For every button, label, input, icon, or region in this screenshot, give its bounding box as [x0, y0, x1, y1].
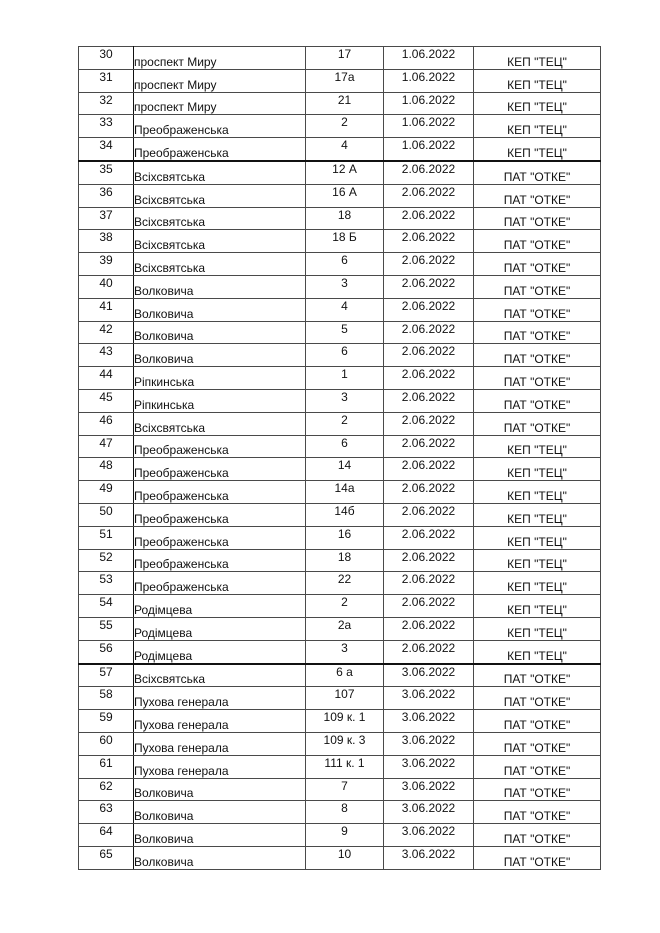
- organization-cell: ПАТ "ОТКЕ": [474, 207, 601, 230]
- date-cell: 1.06.2022: [384, 138, 474, 161]
- date-cell: 3.06.2022: [384, 824, 474, 847]
- table-row: [79, 367, 601, 390]
- organization-cell: ПАТ "ОТКЕ": [474, 230, 601, 253]
- table-row: [79, 755, 601, 778]
- street-name: Волковича: [134, 298, 306, 321]
- organization-cell: ПАТ "ОТКЕ": [474, 253, 601, 276]
- row-number: 38: [79, 230, 134, 253]
- table-row: [79, 778, 601, 801]
- street-name: Преображенська: [134, 458, 306, 481]
- street-name: проспект Миру: [134, 47, 306, 70]
- organization-cell: ПАТ "ОТКЕ": [474, 321, 601, 344]
- organization-cell: ПАТ "ОТКЕ": [474, 184, 601, 207]
- table-row: [79, 161, 601, 184]
- house-number: 18: [306, 207, 384, 230]
- row-number: 58: [79, 687, 134, 710]
- organization-cell: КЕП "ТЕЦ": [474, 481, 601, 504]
- date-cell: 3.06.2022: [384, 710, 474, 733]
- date-cell: 3.06.2022: [384, 755, 474, 778]
- table-row: [79, 412, 601, 435]
- house-number: 14: [306, 458, 384, 481]
- date-cell: 2.06.2022: [384, 572, 474, 595]
- date-cell: 3.06.2022: [384, 687, 474, 710]
- table-row: [79, 481, 601, 504]
- row-number: 37: [79, 207, 134, 230]
- row-number: 40: [79, 275, 134, 298]
- table-row: [79, 640, 601, 663]
- house-number: 6: [306, 344, 384, 367]
- table-row: [79, 184, 601, 207]
- organization-cell: ПАТ "ОТКЕ": [474, 778, 601, 801]
- row-number: 43: [79, 344, 134, 367]
- street-name: Всіхсвятська: [134, 664, 306, 687]
- date-cell: 2.06.2022: [384, 230, 474, 253]
- organization-cell: ПАТ "ОТКЕ": [474, 846, 601, 869]
- table-row: [79, 572, 601, 595]
- date-cell: 3.06.2022: [384, 732, 474, 755]
- organization-cell: ПАТ "ОТКЕ": [474, 664, 601, 687]
- street-name: Преображенська: [134, 435, 306, 458]
- row-number: 63: [79, 801, 134, 824]
- organization-cell: ПАТ "ОТКЕ": [474, 298, 601, 321]
- house-number: 22: [306, 572, 384, 595]
- street-name: Преображенська: [134, 138, 306, 161]
- house-number: 109 к. 3: [306, 732, 384, 755]
- date-cell: 1.06.2022: [384, 69, 474, 92]
- row-number: 45: [79, 389, 134, 412]
- date-cell: 2.06.2022: [384, 275, 474, 298]
- date-cell: 2.06.2022: [384, 640, 474, 663]
- organization-cell: КЕП "ТЕЦ": [474, 92, 601, 115]
- date-cell: 2.06.2022: [384, 321, 474, 344]
- date-cell: 2.06.2022: [384, 617, 474, 640]
- organization-cell: ПАТ "ОТКЕ": [474, 801, 601, 824]
- organization-cell: КЕП "ТЕЦ": [474, 572, 601, 595]
- organization-cell: ПАТ "ОТКЕ": [474, 367, 601, 390]
- organization-cell: ПАТ "ОТКЕ": [474, 755, 601, 778]
- table-row: [79, 138, 601, 161]
- row-number: 62: [79, 778, 134, 801]
- organization-cell: ПАТ "ОТКЕ": [474, 161, 601, 184]
- street-name: Всіхсвятська: [134, 412, 306, 435]
- table-row: [79, 503, 601, 526]
- house-number: 10: [306, 846, 384, 869]
- house-number: 7: [306, 778, 384, 801]
- table-row: [79, 846, 601, 869]
- date-cell: 3.06.2022: [384, 801, 474, 824]
- house-number: 16: [306, 526, 384, 549]
- date-cell: 2.06.2022: [384, 344, 474, 367]
- street-name: Родімцева: [134, 595, 306, 618]
- street-name: Пухова генерала: [134, 710, 306, 733]
- street-name: Ріпкинська: [134, 389, 306, 412]
- table-row: [79, 92, 601, 115]
- row-number: 33: [79, 115, 134, 138]
- street-name: Родімцева: [134, 640, 306, 663]
- row-number: 54: [79, 595, 134, 618]
- house-number: 5: [306, 321, 384, 344]
- table-row: [79, 732, 601, 755]
- table-row: [79, 321, 601, 344]
- street-name: Преображенська: [134, 503, 306, 526]
- row-number: 49: [79, 481, 134, 504]
- table-row: [79, 801, 601, 824]
- row-number: 60: [79, 732, 134, 755]
- street-name: Преображенська: [134, 549, 306, 572]
- organization-cell: ПАТ "ОТКЕ": [474, 389, 601, 412]
- table-row: [79, 549, 601, 572]
- date-cell: 2.06.2022: [384, 503, 474, 526]
- date-cell: 2.06.2022: [384, 549, 474, 572]
- row-number: 59: [79, 710, 134, 733]
- date-cell: 2.06.2022: [384, 367, 474, 390]
- house-number: 17а: [306, 69, 384, 92]
- schedule-table: [78, 46, 601, 870]
- organization-cell: КЕП "ТЕЦ": [474, 69, 601, 92]
- organization-cell: КЕП "ТЕЦ": [474, 138, 601, 161]
- house-number: 2а: [306, 617, 384, 640]
- date-cell: 2.06.2022: [384, 298, 474, 321]
- row-number: 30: [79, 47, 134, 70]
- table-row: [79, 526, 601, 549]
- house-number: 9: [306, 824, 384, 847]
- house-number: 21: [306, 92, 384, 115]
- house-number: 6: [306, 253, 384, 276]
- table-row: [79, 710, 601, 733]
- organization-cell: ПАТ "ОТКЕ": [474, 710, 601, 733]
- street-name: Волковича: [134, 321, 306, 344]
- organization-cell: ПАТ "ОТКЕ": [474, 824, 601, 847]
- table-row: [79, 298, 601, 321]
- table-row: [79, 69, 601, 92]
- table-row: [79, 687, 601, 710]
- street-name: Преображенська: [134, 115, 306, 138]
- street-name: Всіхсвятська: [134, 184, 306, 207]
- row-number: 56: [79, 640, 134, 663]
- row-number: 35: [79, 161, 134, 184]
- table-row: [79, 275, 601, 298]
- house-number: 3: [306, 275, 384, 298]
- street-name: Пухова генерала: [134, 687, 306, 710]
- house-number: 4: [306, 298, 384, 321]
- row-number: 52: [79, 549, 134, 572]
- street-name: Преображенська: [134, 526, 306, 549]
- organization-cell: КЕП "ТЕЦ": [474, 458, 601, 481]
- date-cell: 1.06.2022: [384, 47, 474, 70]
- date-cell: 2.06.2022: [384, 207, 474, 230]
- row-number: 34: [79, 138, 134, 161]
- date-cell: 2.06.2022: [384, 458, 474, 481]
- house-number: 3: [306, 640, 384, 663]
- date-cell: 3.06.2022: [384, 846, 474, 869]
- table-row: [79, 458, 601, 481]
- street-name: Всіхсвятська: [134, 253, 306, 276]
- row-number: 39: [79, 253, 134, 276]
- table-row: [79, 617, 601, 640]
- table-row: [79, 595, 601, 618]
- date-cell: 2.06.2022: [384, 161, 474, 184]
- house-number: 14а: [306, 481, 384, 504]
- house-number: 17: [306, 47, 384, 70]
- street-name: Волковича: [134, 801, 306, 824]
- organization-cell: ПАТ "ОТКЕ": [474, 275, 601, 298]
- row-number: 64: [79, 824, 134, 847]
- row-number: 48: [79, 458, 134, 481]
- street-name: Всіхсвятська: [134, 207, 306, 230]
- row-number: 55: [79, 617, 134, 640]
- row-number: 47: [79, 435, 134, 458]
- date-cell: 2.06.2022: [384, 526, 474, 549]
- date-cell: 2.06.2022: [384, 389, 474, 412]
- table-row: [79, 47, 601, 70]
- house-number: 2: [306, 595, 384, 618]
- date-cell: 2.06.2022: [384, 481, 474, 504]
- date-cell: 2.06.2022: [384, 412, 474, 435]
- row-number: 31: [79, 69, 134, 92]
- row-number: 65: [79, 846, 134, 869]
- house-number: 4: [306, 138, 384, 161]
- row-number: 53: [79, 572, 134, 595]
- organization-cell: ПАТ "ОТКЕ": [474, 344, 601, 367]
- house-number: 6: [306, 435, 384, 458]
- house-number: 18 Б: [306, 230, 384, 253]
- date-cell: 2.06.2022: [384, 253, 474, 276]
- date-cell: 2.06.2022: [384, 184, 474, 207]
- row-number: 61: [79, 755, 134, 778]
- row-number: 41: [79, 298, 134, 321]
- organization-cell: КЕП "ТЕЦ": [474, 526, 601, 549]
- street-name: Всіхсвятська: [134, 230, 306, 253]
- schedule-table-body: [79, 47, 601, 870]
- row-number: 46: [79, 412, 134, 435]
- row-number: 42: [79, 321, 134, 344]
- house-number: 16 А: [306, 184, 384, 207]
- street-name: Волковича: [134, 275, 306, 298]
- house-number: 1: [306, 367, 384, 390]
- table-row: [79, 230, 601, 253]
- street-name: Волковича: [134, 344, 306, 367]
- table-row: [79, 664, 601, 687]
- date-cell: 1.06.2022: [384, 115, 474, 138]
- row-number: 32: [79, 92, 134, 115]
- organization-cell: ПАТ "ОТКЕ": [474, 732, 601, 755]
- date-cell: 2.06.2022: [384, 435, 474, 458]
- organization-cell: КЕП "ТЕЦ": [474, 617, 601, 640]
- street-name: Волковича: [134, 824, 306, 847]
- organization-cell: КЕП "ТЕЦ": [474, 503, 601, 526]
- street-name: Преображенська: [134, 572, 306, 595]
- row-number: 44: [79, 367, 134, 390]
- street-name: Всіхсвятська: [134, 161, 306, 184]
- table-row: [79, 115, 601, 138]
- house-number: 14б: [306, 503, 384, 526]
- table-row: [79, 344, 601, 367]
- house-number: 18: [306, 549, 384, 572]
- house-number: 2: [306, 412, 384, 435]
- date-cell: 3.06.2022: [384, 664, 474, 687]
- row-number: 36: [79, 184, 134, 207]
- date-cell: 2.06.2022: [384, 595, 474, 618]
- organization-cell: ПАТ "ОТКЕ": [474, 412, 601, 435]
- organization-cell: КЕП "ТЕЦ": [474, 47, 601, 70]
- street-name: проспект Миру: [134, 92, 306, 115]
- table-row: [79, 435, 601, 458]
- organization-cell: КЕП "ТЕЦ": [474, 549, 601, 572]
- organization-cell: КЕП "ТЕЦ": [474, 115, 601, 138]
- house-number: 3: [306, 389, 384, 412]
- house-number: 2: [306, 115, 384, 138]
- street-name: Волковича: [134, 846, 306, 869]
- organization-cell: КЕП "ТЕЦ": [474, 435, 601, 458]
- street-name: Ріпкинська: [134, 367, 306, 390]
- table-row: [79, 253, 601, 276]
- street-name: Пухова генерала: [134, 755, 306, 778]
- street-name: Пухова генерала: [134, 732, 306, 755]
- date-cell: 3.06.2022: [384, 778, 474, 801]
- house-number: 12 А: [306, 161, 384, 184]
- house-number: 8: [306, 801, 384, 824]
- date-cell: 1.06.2022: [384, 92, 474, 115]
- house-number: 109 к. 1: [306, 710, 384, 733]
- house-number: 111 к. 1: [306, 755, 384, 778]
- street-name: Волковича: [134, 778, 306, 801]
- row-number: 50: [79, 503, 134, 526]
- street-name: Родімцева: [134, 617, 306, 640]
- organization-cell: КЕП "ТЕЦ": [474, 640, 601, 663]
- organization-cell: КЕП "ТЕЦ": [474, 595, 601, 618]
- house-number: 107: [306, 687, 384, 710]
- street-name: проспект Миру: [134, 69, 306, 92]
- table-row: [79, 389, 601, 412]
- table-row: [79, 207, 601, 230]
- organization-cell: ПАТ "ОТКЕ": [474, 687, 601, 710]
- row-number: 57: [79, 664, 134, 687]
- row-number: 51: [79, 526, 134, 549]
- table-row: [79, 824, 601, 847]
- house-number: 6 а: [306, 664, 384, 687]
- street-name: Преображенська: [134, 481, 306, 504]
